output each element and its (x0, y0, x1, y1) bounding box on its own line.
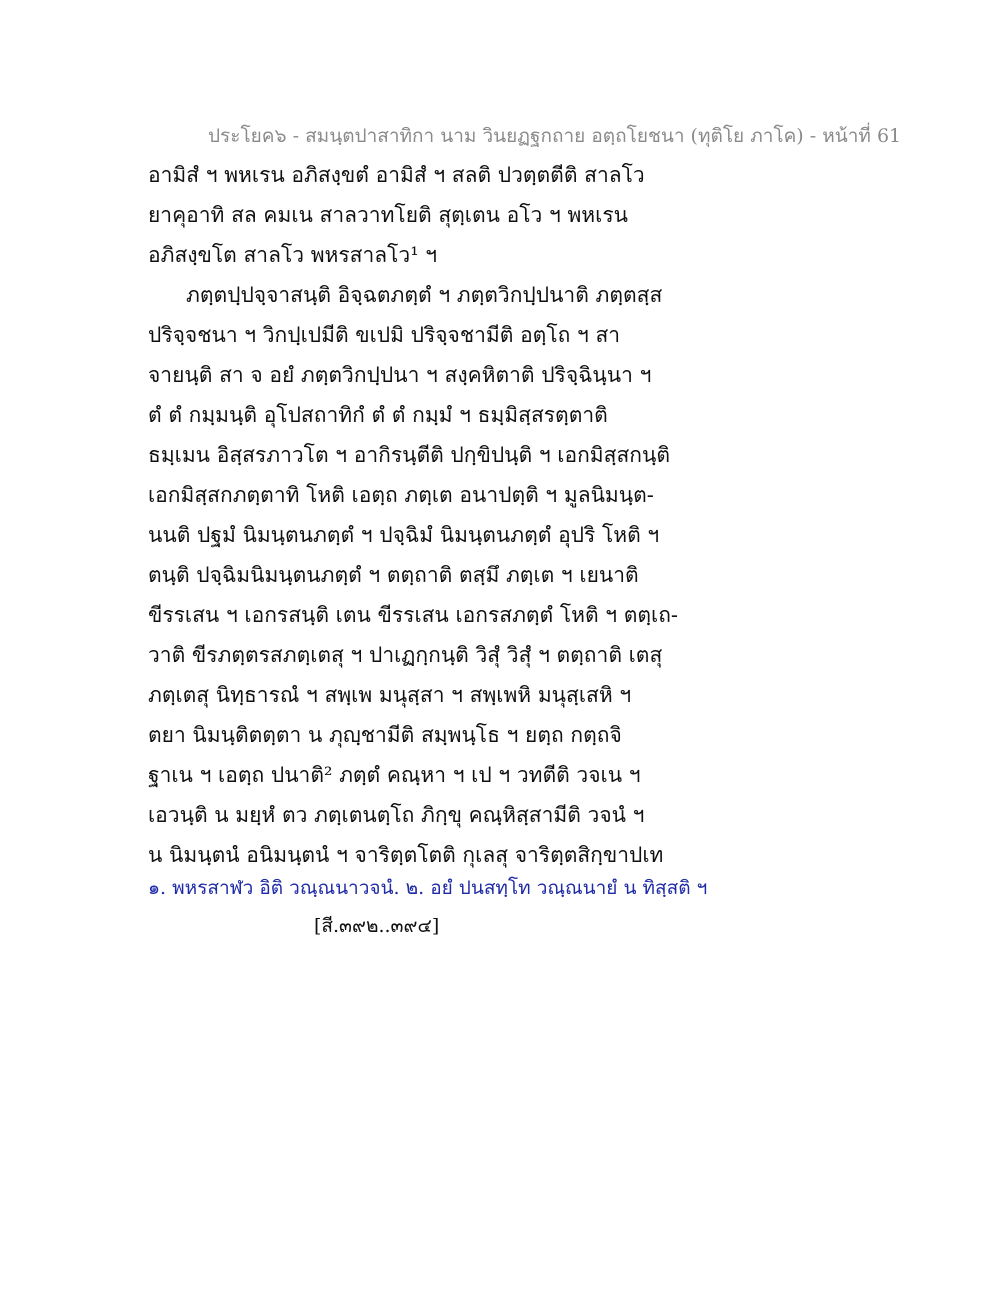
text-line: ธมฺเมน อิสฺสรภาวโต ฯ อากิรนฺตีติ ปกฺขิปนฺติ ฯ เอกมิสฺสกนฺติ (148, 443, 670, 467)
text-line: ยาคุอาทิ สล คมเน สาลวาทโยติ สุตฺเตน อโว ฯ พหเรน (148, 203, 628, 227)
page-reference: [สี.๓๙๒..๓๙๔] (314, 915, 440, 937)
text-line: ปริจฺจชนา ฯ วิกปฺเปมีติ ขเปมิ ปริจฺจชามีติ อตฺโถ ฯ สา (148, 323, 621, 347)
body-text (148, 160, 868, 880)
text-line: วาติ ขีรภตฺตรสภตฺเตสุ ฯ ปาเฏกฺกนฺติ วิสุํ วิสุํ ฯ ตตฺถาติ เตสุ (148, 643, 663, 667)
text-line: นนติ ปฐมํ นิมนฺตนภตฺตํ ฯ ปจฺฉิมํ นิมนฺตนภตฺตํ อุปริ โหติ ฯ (148, 523, 660, 547)
text-line: อามิสํ ฯ พหเรน อภิสงฺขตํ อามิสํ ฯ สลติ ปวตฺตตีติ สาลโว (148, 163, 645, 187)
text-line: ตยา นิมนฺติตตฺตา น ภุญฺชามีติ สมฺพนฺโธ ฯ ยตฺถ กตฺถจิ (148, 723, 622, 747)
text-line: ฐาเน ฯ เอตฺถ ปนาติ² ภตฺตํ คณฺหา ฯ เป ฯ วทตีติ วจเน ฯ (148, 763, 641, 787)
footnote: ๑. พหรสาฬว อิติ วณฺณนาวจนํ. ๒. อยํ ปนสทฺโท วณฺณนายํ น ทิสฺสติ ฯ (148, 877, 708, 899)
text-line: ตนฺติ ปจฺฉิมนิมนฺตนภตฺตํ ฯ ตตฺถาติ ตสฺมึ ภตฺเต ฯ เยนาติ (148, 563, 639, 587)
text-line: ขีรรเสน ฯ เอกรสนฺติ เตน ขีรรเสน เอกรสภตฺตํ โหติ ฯ ตตฺเถ- (148, 603, 679, 627)
text-line: ภตฺเตสุ นิทฺธารณํ ฯ สพฺเพ มนุสฺสา ฯ สพฺเพหิ มนุสฺเสหิ ฯ (148, 683, 632, 707)
page-header: ประโยค๖ - สมนฺตปาสาทิกา นาม วินยฏฐกถาย อตฺถโยชนา (ทุติโย ภาโค) - หน้าที่ 61 (208, 125, 902, 147)
text-line: เอกมิสฺสกภตฺตาทิ โหติ เอตฺถ ภตฺเต อนาปตฺติ ฯ มูลนิมนฺต- (148, 483, 654, 507)
text-line: อภิสงฺขโต สาลโว พหรสาลโว¹ ฯ (148, 243, 438, 267)
text-line: ภตฺตปฺปจฺจาสนฺติ อิจฺฉตภตฺตํ ฯ ภตฺตวิกปฺปนาติ ภตฺตสฺส (186, 283, 663, 307)
text-line: เอวนฺติ น มยฺหํ ตว ภตฺเตนตฺโถ ภิกฺขุ คณฺหิสฺสามีติ วจนํ ฯ (148, 803, 645, 827)
text-line: จายนฺติ สา จ อยํ ภตฺตวิกปฺปนา ฯ สงฺคหิตาติ ปริจฺฉินฺนา ฯ (148, 363, 652, 387)
text-line: ตํ ตํ กมฺมนฺติ อุโปสถาทิกํ ตํ ตํ กมฺมํ ฯ ธมฺมิสฺสรตฺตาติ (148, 403, 608, 427)
text-line: น นิมนฺตนํ อนิมนฺตนํ ฯ จาริตฺตโตติ กุเลสุ จาริตฺตสิกฺขาปเท (148, 843, 664, 867)
